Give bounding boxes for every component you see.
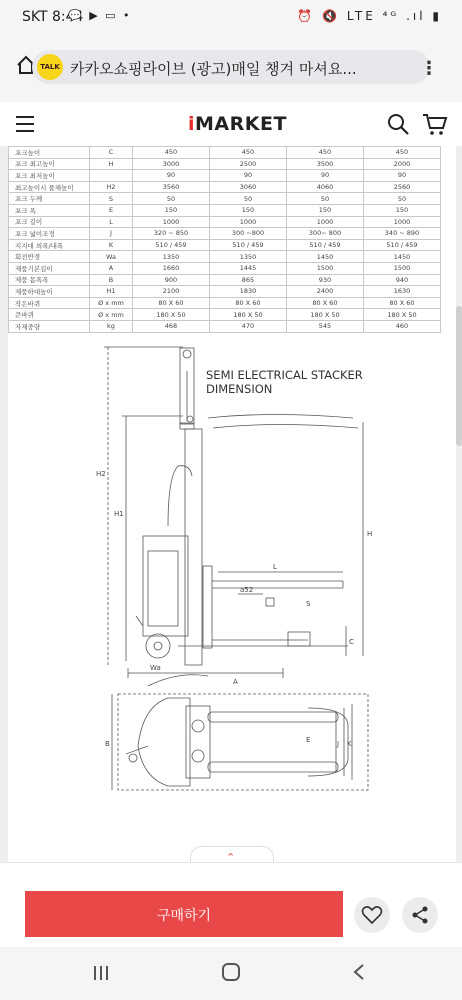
back-icon[interactable] bbox=[352, 963, 366, 981]
table-cell: 1000 bbox=[210, 216, 287, 228]
table-row bbox=[9, 147, 441, 159]
table-cell: 180 X 50 bbox=[364, 309, 441, 321]
table-cell: 470 bbox=[210, 320, 287, 332]
table-cell: 1500 bbox=[287, 262, 364, 274]
table-cell: 3060 bbox=[210, 181, 287, 193]
status-bar bbox=[0, 0, 462, 36]
table-cell: 50 bbox=[210, 193, 287, 205]
table-cell: 450 bbox=[210, 147, 287, 159]
table-cell: 450 bbox=[364, 147, 441, 159]
app-header bbox=[0, 102, 462, 147]
table-cell: 300~ 800 bbox=[287, 228, 364, 240]
menu-dots-icon[interactable]: ⋮ bbox=[420, 58, 438, 79]
spec-table bbox=[8, 146, 441, 333]
table-cell: 460 bbox=[364, 320, 441, 332]
table-cell: 2400 bbox=[287, 286, 364, 298]
table-cell: 1830 bbox=[210, 286, 287, 298]
table-row bbox=[9, 170, 441, 182]
table-cell: 2100 bbox=[133, 286, 210, 298]
table-cell: H1 bbox=[90, 286, 133, 298]
spec-sheet-image bbox=[8, 146, 456, 862]
heart-icon bbox=[354, 897, 390, 933]
table-cell: 80 X 60 bbox=[133, 297, 210, 309]
status-time: SKT 8:44 bbox=[22, 9, 84, 25]
table-cell: 포크 폭 bbox=[9, 204, 90, 216]
stacker-dimension-drawing bbox=[8, 326, 456, 846]
table-cell: L bbox=[90, 216, 133, 228]
table-cell: 포크높이 bbox=[9, 147, 90, 159]
table-cell: Ø x mm bbox=[90, 297, 133, 309]
table-cell: 1000 bbox=[287, 216, 364, 228]
edge-handle[interactable] bbox=[456, 306, 462, 446]
table-cell: 320 ~ 850 bbox=[133, 228, 210, 240]
share-icon bbox=[402, 897, 438, 933]
collapse-tab[interactable] bbox=[190, 846, 274, 862]
recent-apps-icon[interactable] bbox=[92, 965, 110, 981]
table-cell: 180 X 50 bbox=[287, 309, 364, 321]
table-cell: K bbox=[90, 239, 133, 251]
table-cell: S bbox=[90, 193, 133, 205]
table-cell: 80 X 60 bbox=[287, 297, 364, 309]
table-row bbox=[9, 297, 441, 309]
table-row bbox=[9, 158, 441, 170]
table-cell: 450 bbox=[133, 147, 210, 159]
table-cell: 510 / 459 bbox=[133, 239, 210, 251]
label-c: C bbox=[349, 638, 354, 646]
share-button[interactable] bbox=[402, 897, 438, 933]
table-cell: E bbox=[90, 204, 133, 216]
table-row bbox=[9, 204, 441, 216]
table-cell: 제품기본길이 bbox=[9, 262, 90, 274]
table-cell: 468 bbox=[133, 320, 210, 332]
label-k: K bbox=[347, 740, 352, 748]
label-a52: a52 bbox=[240, 586, 254, 594]
table-cell: C bbox=[90, 147, 133, 159]
table-cell: 450 bbox=[287, 147, 364, 159]
table-cell: 90 bbox=[287, 170, 364, 182]
table-cell: J bbox=[90, 228, 133, 240]
table-cell: 2000 bbox=[364, 158, 441, 170]
table-cell: 50 bbox=[364, 193, 441, 205]
browser-bar bbox=[0, 36, 462, 102]
table-cell: 1000 bbox=[364, 216, 441, 228]
chevron-up-icon: ⌃ bbox=[226, 851, 236, 862]
table-row bbox=[9, 239, 441, 251]
table-row bbox=[9, 216, 441, 228]
search-icon[interactable] bbox=[386, 112, 410, 136]
label-s: S bbox=[306, 600, 311, 608]
cart-icon[interactable] bbox=[422, 112, 448, 136]
table-cell: Wa bbox=[90, 251, 133, 263]
table-row bbox=[9, 193, 441, 205]
label-h: H bbox=[367, 530, 373, 538]
home-nav-icon[interactable] bbox=[222, 963, 240, 981]
imarket-logo[interactable]: iMARKET bbox=[188, 113, 287, 135]
table-cell: 1000 bbox=[133, 216, 210, 228]
table-cell: 1660 bbox=[133, 262, 210, 274]
table-row bbox=[9, 262, 441, 274]
label-j: J bbox=[337, 740, 340, 748]
table-cell: 1500 bbox=[364, 262, 441, 274]
product-detail-content bbox=[0, 146, 462, 862]
table-cell: 150 bbox=[287, 204, 364, 216]
table-cell: 50 bbox=[287, 193, 364, 205]
table-row bbox=[9, 228, 441, 240]
table-row bbox=[9, 286, 441, 298]
drawing-title: SEMI ELECTRICAL STACKER DIMENSION bbox=[206, 368, 363, 396]
wishlist-button[interactable] bbox=[354, 897, 390, 933]
table-cell: 1630 bbox=[364, 286, 441, 298]
table-cell: 자체중량 bbox=[9, 320, 90, 332]
buy-button[interactable]: 구매하기 bbox=[25, 891, 343, 937]
table-cell: 2500 bbox=[210, 158, 287, 170]
table-cell: 90 bbox=[133, 170, 210, 182]
label-wa: Wa bbox=[150, 664, 161, 672]
table-cell: 3000 bbox=[133, 158, 210, 170]
table-cell: 큰바퀴 bbox=[9, 309, 90, 321]
table-cell: 510 / 459 bbox=[364, 239, 441, 251]
table-cell: B bbox=[90, 274, 133, 286]
table-cell: 1350 bbox=[210, 251, 287, 263]
table-cell bbox=[90, 170, 133, 182]
label-e: E bbox=[306, 736, 311, 744]
table-cell: 3560 bbox=[133, 181, 210, 193]
label-h1: H1 bbox=[114, 510, 124, 518]
table-cell: A bbox=[90, 262, 133, 274]
table-cell: H bbox=[90, 158, 133, 170]
table-cell: 포크 넓이조정 bbox=[9, 228, 90, 240]
table-cell: 포크 길이 bbox=[9, 216, 90, 228]
table-cell: 작은바퀴 bbox=[9, 297, 90, 309]
table-cell: 150 bbox=[133, 204, 210, 216]
table-cell: 90 bbox=[210, 170, 287, 182]
table-cell: 510 / 459 bbox=[210, 239, 287, 251]
table-cell: Ø x mm bbox=[90, 309, 133, 321]
table-cell: 지지대 외폭/내폭 bbox=[9, 239, 90, 251]
table-row bbox=[9, 181, 441, 193]
table-cell: 최고높이시 풀체높이 bbox=[9, 181, 90, 193]
table-cell: 300 ~800 bbox=[210, 228, 287, 240]
table-cell: 150 bbox=[210, 204, 287, 216]
table-cell: 포크 두께 bbox=[9, 193, 90, 205]
kakao-talk-icon: TALK bbox=[37, 54, 63, 80]
hamburger-menu-icon[interactable] bbox=[16, 116, 34, 137]
table-cell: 3500 bbox=[287, 158, 364, 170]
table-row bbox=[9, 251, 441, 263]
table-cell: 포크 최고높이 bbox=[9, 158, 90, 170]
table-cell: 180 X 50 bbox=[133, 309, 210, 321]
label-a: A bbox=[233, 678, 238, 686]
table-cell: 4060 bbox=[287, 181, 364, 193]
label-b: B bbox=[105, 740, 110, 748]
system-icons: ⏰ 🔇 LTE ⁴ᴳ .ıl ▮ bbox=[297, 9, 442, 23]
table-cell: 545 bbox=[287, 320, 364, 332]
table-cell: 940 bbox=[364, 274, 441, 286]
notification-icons: 💬 ▶ ▭ • bbox=[68, 9, 132, 22]
table-cell: 150 bbox=[364, 204, 441, 216]
table-cell: 510 / 459 bbox=[287, 239, 364, 251]
purchase-bar bbox=[0, 862, 462, 948]
table-cell: 930 bbox=[287, 274, 364, 286]
table-cell: 1450 bbox=[287, 251, 364, 263]
table-cell: 1445 bbox=[210, 262, 287, 274]
table-cell: H2 bbox=[90, 181, 133, 193]
table-row bbox=[9, 274, 441, 286]
url-bar[interactable] bbox=[32, 50, 430, 84]
table-cell: 80 X 60 bbox=[364, 297, 441, 309]
table-row bbox=[9, 309, 441, 321]
label-h2: H2 bbox=[96, 470, 106, 478]
table-cell: kg bbox=[90, 320, 133, 332]
table-cell: 50 bbox=[133, 193, 210, 205]
table-cell: 180 X 50 bbox=[210, 309, 287, 321]
table-cell: 1450 bbox=[364, 251, 441, 263]
table-cell: 340 ~ 890 bbox=[364, 228, 441, 240]
table-cell: 2560 bbox=[364, 181, 441, 193]
table-cell: 90 bbox=[364, 170, 441, 182]
table-cell: 제품하대높이 bbox=[9, 286, 90, 298]
label-l: L bbox=[273, 563, 277, 571]
table-cell: 제품 몸폭폭 bbox=[9, 274, 90, 286]
table-cell: 포크 최저높이 bbox=[9, 170, 90, 182]
table-cell: 1350 bbox=[133, 251, 210, 263]
table-cell: 900 bbox=[133, 274, 210, 286]
tab-title: 카카오쇼핑라이브 (광고)매일 챙겨 마셔요... bbox=[70, 60, 357, 78]
system-nav-bar bbox=[0, 947, 462, 1000]
table-cell: 회전반경 bbox=[9, 251, 90, 263]
table-cell: 865 bbox=[210, 274, 287, 286]
table-cell: 80 X 60 bbox=[210, 297, 287, 309]
